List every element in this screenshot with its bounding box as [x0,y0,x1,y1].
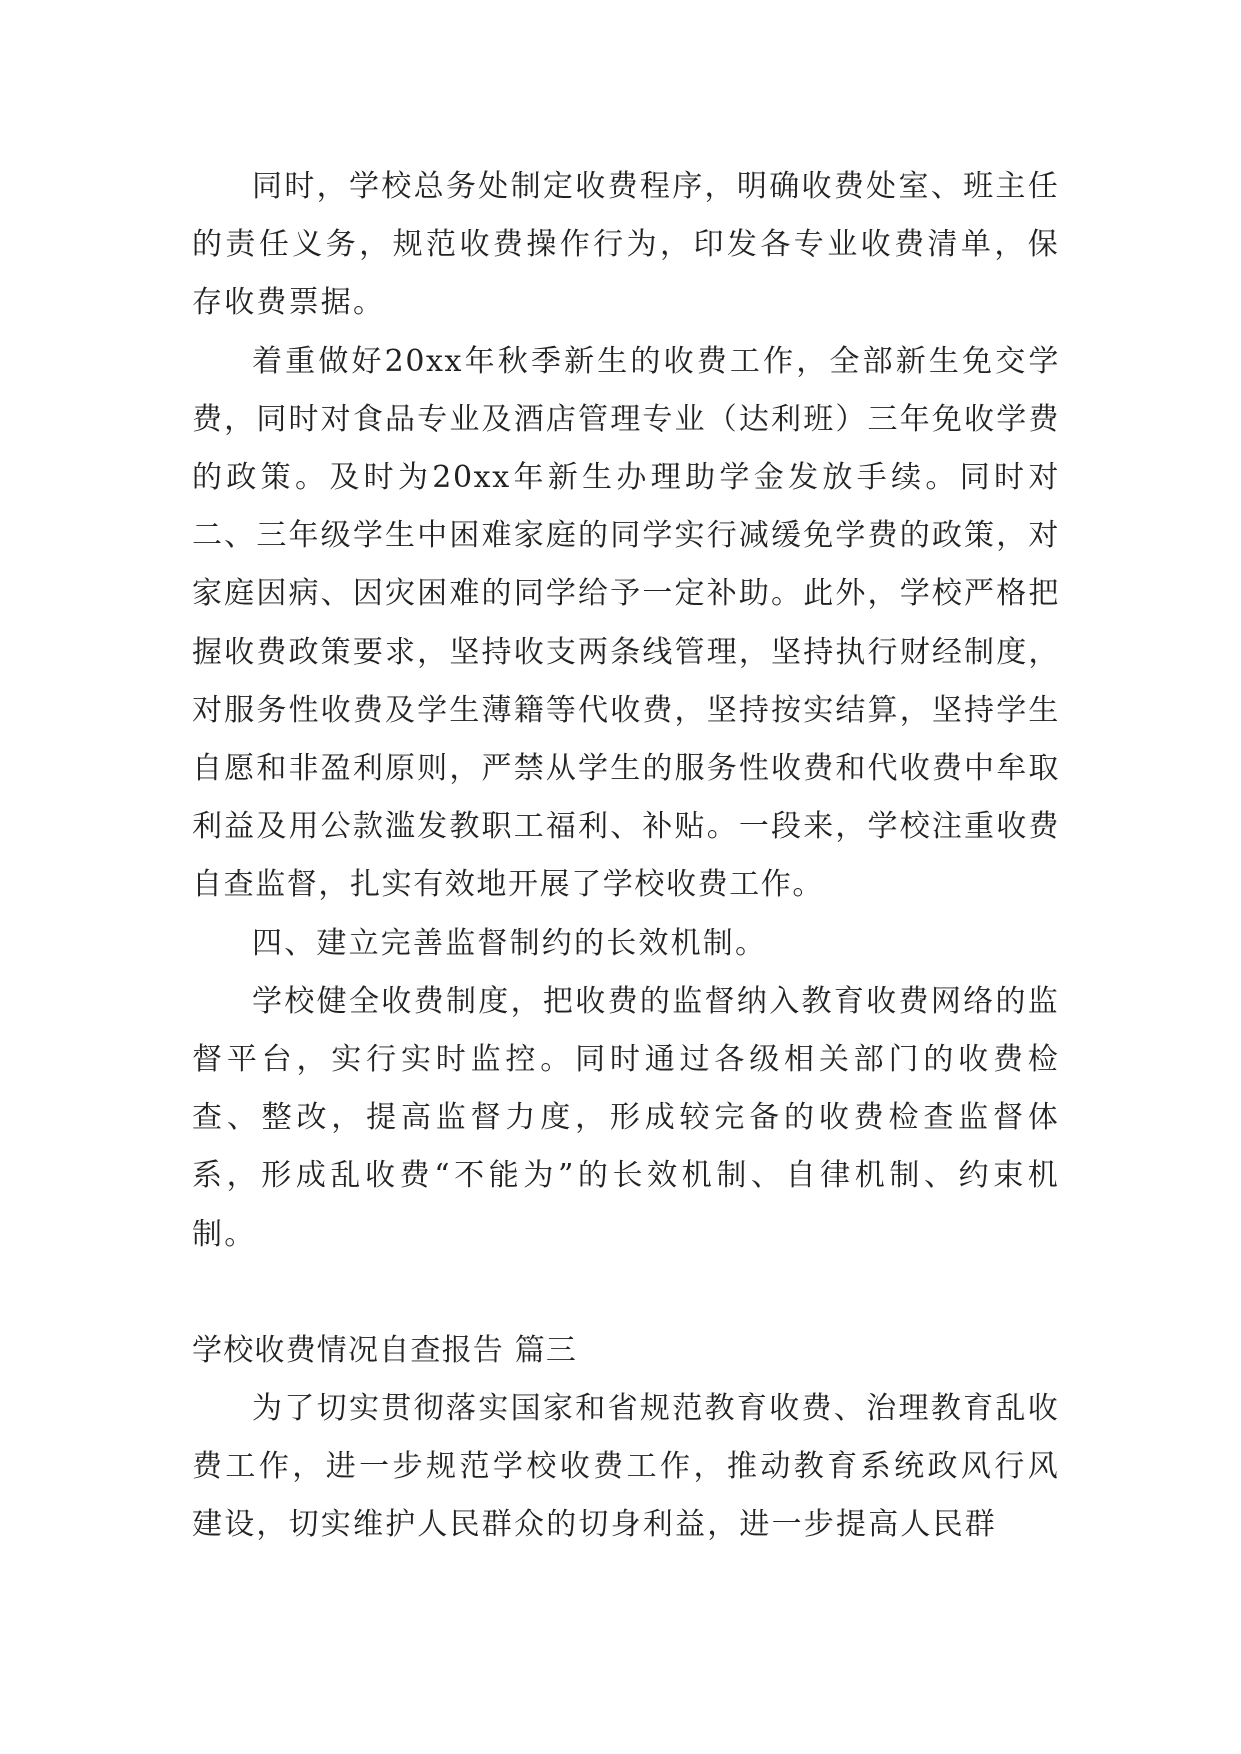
document-body [192,158,1060,1555]
paragraph-section-four-title: 四、建立完善监督制约的长效机制。 [252,925,768,961]
section-heading: 学校收费情况自查报告 篇三 [192,1332,578,1368]
paragraph-fee-procedure: 同时，学校总务处制定收费程序，明确收费处室、班主任的责任义务，规范收费操作行为，印发各专业收费清单，保存收费票据。 [192,169,1060,321]
paragraph-supervision-system: 学校健全收费制度，把收费的监督纳入教育收费网络的监督平台，实行实时监控。同时通过各级相关部门的收费检查、整改，提高监督力度，形成较完备的收费检查监督体系，形成乱收费“不能为”的长效机制、自律机制、约束机制。 [192,983,1060,1252]
paragraph-section-three-intro: 为了切实贯彻落实国家和省规范教育收费、治理教育乱收费工作，进一步规范学校收费工作，推动教育系统政风行风建设，切实维护人民群众的切身利益，进一步提高人民群 [192,1391,1060,1543]
paragraph-new-student-fees: 着重做好20xx年秋季新生的收费工作，全部新生免交学费，同时对食品专业及酒店管理专业（达利班）三年免收学费的政策。及时为20xx年新生办理助学金发放手续。同时对二、三年级学生中困难家庭的同学实行减缓免学费的政策，对家庭因病、因灾困难的同学给予一定补助。此外，学校严格把握收费政策要求，坚持收支两条线管理，坚持执行财经制度，对服务性收费及学生薄籍等代收费，坚持按实结算，坚持学生自愿和非盈利原则，严禁从学生的服务性收费和代收费中牟取利益及用公款滥发教职工福利、补贴。一段来，学校注重收费自查监督，扎实有效地开展了学校收费工作。 [192,343,1060,903]
section-spacer [192,1264,1060,1322]
